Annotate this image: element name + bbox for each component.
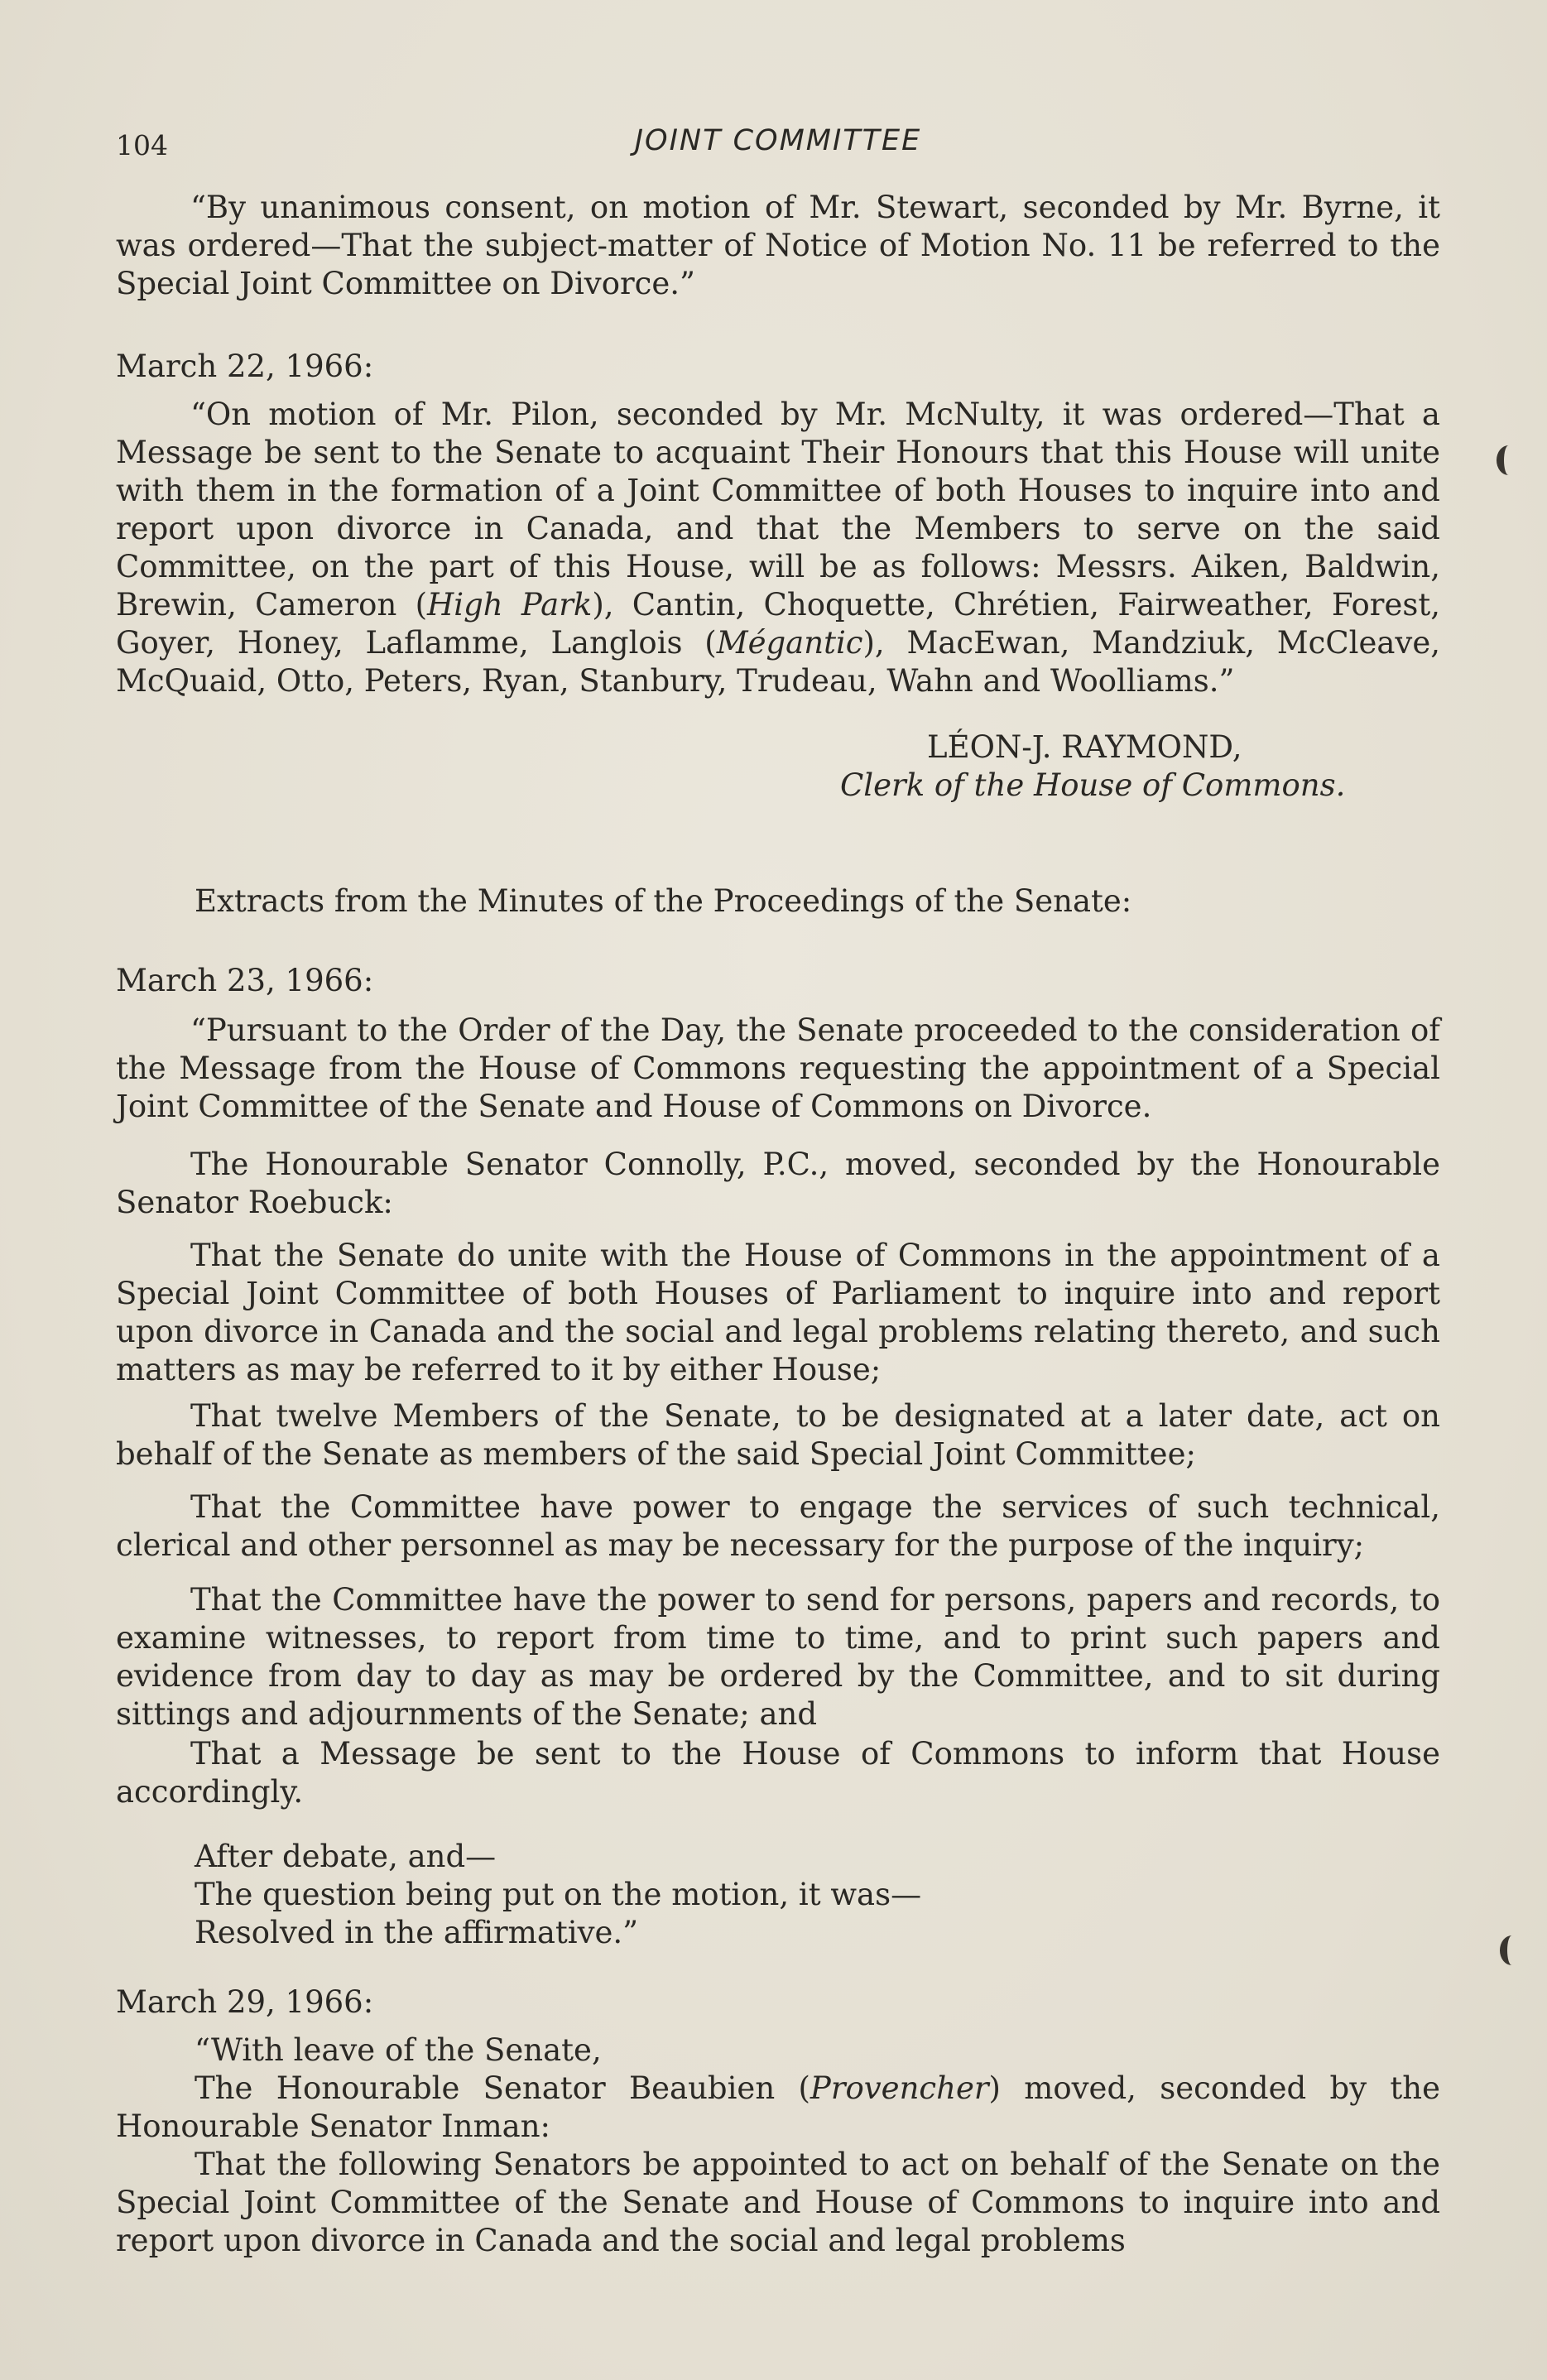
signature-title: Clerk of the House of Commons.: [840, 767, 1346, 803]
closing-lines: [116, 1838, 1519, 1952]
paragraph-senators-appointed: That the following Senators be appointed to act on behalf of the Senate on the Special Joint Committee of the Senate and House of Commons to inquire into and report upon divorce in Canada and the social and legal problems: [116, 2147, 1440, 2258]
closing-line-resolved: Resolved in the affirmative.”: [195, 1915, 639, 1950]
margin-mark-icon: [1500, 1935, 1524, 1965]
page-number: 104: [116, 129, 168, 161]
paragraph-resolution-message: That a Message be sent to the House of Commons to inform that House accordingly.: [116, 1736, 1440, 1810]
date-march-22: March 22, 1966:: [116, 349, 374, 384]
paragraph-message-to-senate: “On motion of Mr. Pilon, seconded by Mr. McNulty, it was ordered—That a Message be sent to the Senate to acquaint Their Honours that this House will unite with them in the formation of a Joint Committee of both Houses to inquire into and report upon divorce in Canada, and that the Members to serve on the said Committee, on the part of this House, will be as follows: Messrs. Aiken, Baldwin, Brewin, Cameron (High Park), Cantin, Choquette, Chrétien, Fairweather, Forest, Goyer, Honey, Laflamme, Langlois (Mégantic), MacEwan, Mandziuk, McCleave, McQuaid, Otto, Peters, Ryan, Stanbury, Trudeau, Wahn and Woolliams.”: [116, 397, 1440, 699]
signature-name: LÉON-J. RAYMOND,: [927, 729, 1242, 765]
date-march-29: March 29, 1966:: [116, 1984, 374, 2020]
senate-extracts-heading: Extracts from the Minutes of the Proceedings of the Senate:: [195, 883, 1132, 919]
paragraph-resolution-members: That twelve Members of the Senate, to be designated at a later date, act on behalf of the Senate as members of the said Special Joint Committee;: [116, 1398, 1440, 1472]
closing-line-debate: After debate, and—: [195, 1839, 497, 1874]
date-march-23: March 23, 1966:: [116, 963, 374, 998]
margin-mark-icon: [1497, 445, 1521, 475]
paragraph-leave-of-senate: “With leave of the Senate, The Honourable Senator Beaubien (Provencher) moved, seconded by the Honourable Senator Inman: That the following Senators be appointed to act on behalf of the Senate on the Special Joint Committee of the Senate and House of Commons to inquire into and report upon divorce in Canada and the social and legal problems: [116, 2032, 1440, 2258]
paragraph-notice-referral: “By unanimous consent, on motion of Mr. Stewart, seconded by Mr. Byrne, it was ordered—That the subject-matter of Notice of Motion No. 11 be referred to the Special Joint Committee on Divorce.”: [116, 190, 1440, 301]
paragraph-resolution-powers: That the Committee have the power to send for persons, papers and records, to examine witnesses, to report from time to time, and to print such papers and evidence from day to day as may be ordered by the Committee, and to sit during sittings and adjournments of the Senate; and: [116, 1582, 1440, 1732]
paragraph-resolution-personnel: That the Committee have power to engage the services of such technical, clerical and other personnel as may be necessary for the purpose of the inquiry;: [116, 1489, 1440, 1563]
paragraph-motion-connolly: The Honourable Senator Connolly, P.C., moved, seconded by the Honourable Senator Roebuck:: [116, 1147, 1440, 1220]
closing-line-question: The question being put on the motion, it was—: [195, 1877, 922, 1912]
page-header: [116, 124, 1440, 166]
paragraph-order-of-day: “Pursuant to the Order of the Day, the Senate proceeded to the consideration of the Message from the House of Commons requesting the appointment of a Special Joint Committee of the Senate and House of Commons on Divorce.: [116, 1012, 1440, 1124]
running-title: JOINT COMMITTEE: [634, 124, 922, 157]
paragraph-resolution-unite: That the Senate do unite with the House of Commons in the appointment of a Special Joint Committee of both Houses of Parliament to inquire into and report upon divorce in Canada and the social and legal problems relating thereto, and such matters as may be referred to it by either House;: [116, 1238, 1440, 1387]
